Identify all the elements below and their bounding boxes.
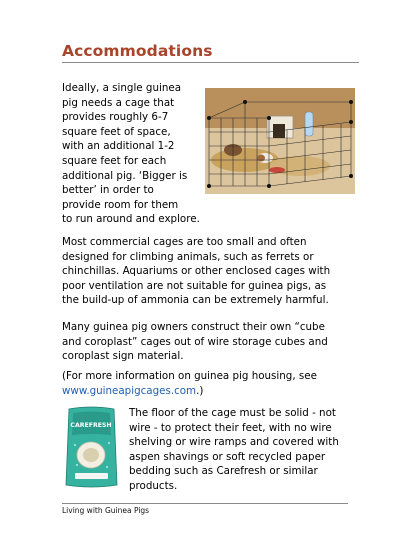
bedding-bag-photo (63, 405, 120, 489)
paragraph-more-info (62, 369, 362, 398)
paragraph-commercial-cages: Most commercial cages are too small and often designed for climbing animals, such as ferrets or chinchillas. Aquariums or other enclosed cages with poor ventilation are not suitable for guinea pigs, as the build-up of ammonia can be extremely harmful. (62, 236, 331, 307)
title-divider (62, 62, 359, 63)
bedding-brand-logo: CAREFRESH (70, 422, 112, 429)
footer-divider (62, 503, 348, 504)
paragraph-cage-floor: The floor of the cage must be solid - not wire - to protect their feet, with no wire shelving or wire ramps and covered with aspen shavings or soft recycled paper bedding such as Carefresh or similar products. (129, 407, 339, 492)
more-info-closing: .) (196, 384, 204, 397)
guineapigcages-link[interactable]: www.guineapigcages.com (62, 384, 197, 397)
paragraph-space-requirements: Ideally, a single guinea pig needs a cage that provides roughly 6-7 square feet of space, with an additional 1-2 square feet for each additional pig. ‘Bigger is better’ in order to provide room for them to run around and explore. (62, 82, 200, 226)
more-info-text: (For more information on guinea pig housing, see (62, 370, 317, 382)
footer-text: Living with Guinea Pigs (62, 506, 150, 515)
cage-photo (205, 88, 355, 194)
page-title: Accommodations (62, 42, 213, 60)
paragraph-cube-coroplast: Many guinea pig owners construct their own “cube and coroplast” cages out of wire storage cubes and coroplast sign material. (62, 321, 328, 363)
